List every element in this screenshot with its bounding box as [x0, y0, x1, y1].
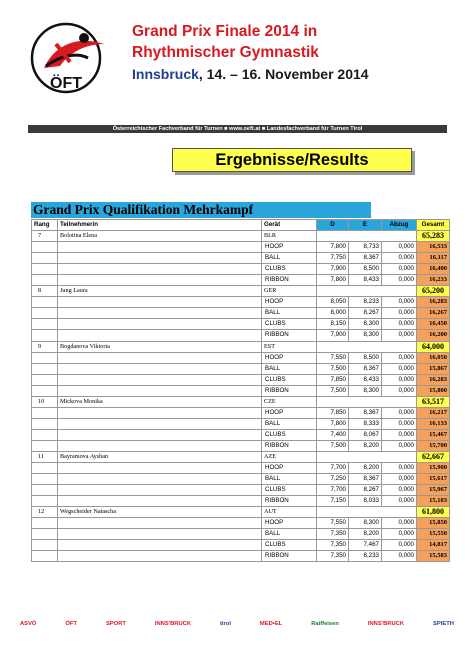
d-score: 7,750 [317, 253, 349, 264]
d-score: 7,900 [317, 264, 349, 275]
empty-cell [58, 275, 262, 286]
empty-cell [349, 231, 382, 242]
empty-cell [58, 297, 262, 308]
apparatus-score: 16,133 [417, 418, 450, 429]
e-score: 7,467 [349, 540, 382, 551]
abzug-score: 0,000 [382, 529, 417, 540]
abzug-score: 0,000 [382, 297, 417, 308]
athlete-name: Mickova Monika [58, 396, 262, 407]
athlete-total: 61,800 [417, 507, 450, 518]
abzug-score: 0,000 [382, 540, 417, 551]
athlete-row [32, 507, 450, 518]
empty-cell [32, 385, 58, 396]
empty-cell [32, 330, 58, 341]
sponsor-logo [220, 621, 231, 627]
d-score: 7,350 [317, 540, 349, 551]
apparatus-name: RIBBON [262, 275, 317, 286]
empty-cell [349, 507, 382, 518]
abzug-score: 0,000 [382, 551, 417, 562]
abzug-score: 0,000 [382, 242, 417, 253]
empty-cell [32, 407, 58, 418]
apparatus-row [32, 540, 450, 551]
empty-cell [382, 396, 417, 407]
e-score: 8,300 [349, 385, 382, 396]
apparatus-row [32, 518, 450, 529]
apparatus-name: BALL [262, 474, 317, 485]
empty-cell [58, 518, 262, 529]
empty-cell [58, 352, 262, 363]
athlete-total: 65,283 [417, 231, 450, 242]
apparatus-score: 15,583 [417, 551, 450, 562]
sponsor-logo [433, 621, 454, 627]
e-score: 8,267 [349, 485, 382, 496]
apparatus-name: HOOP [262, 407, 317, 418]
e-score: 8,267 [349, 308, 382, 319]
apparatus-score: 15,183 [417, 496, 450, 507]
athlete-total: 65,200 [417, 286, 450, 297]
empty-cell [349, 396, 382, 407]
abzug-score: 0,000 [382, 319, 417, 330]
apparatus-row [32, 374, 450, 385]
apparatus-score: 15,867 [417, 363, 450, 374]
d-score: 7,700 [317, 485, 349, 496]
apparatus-score: 16,283 [417, 297, 450, 308]
sponsor-label: tirol [220, 621, 231, 627]
empty-cell [58, 540, 262, 551]
apparatus-score: 16,217 [417, 407, 450, 418]
athlete-rank: 7 [32, 231, 58, 242]
empty-cell [32, 496, 58, 507]
empty-cell [58, 308, 262, 319]
empty-cell [32, 374, 58, 385]
empty-cell [317, 507, 349, 518]
apparatus-score: 16,267 [417, 308, 450, 319]
d-score: 7,500 [317, 363, 349, 374]
athlete-rank: 8 [32, 286, 58, 297]
empty-cell [58, 374, 262, 385]
athlete-nation: AUT [262, 507, 317, 518]
empty-cell [58, 529, 262, 540]
d-score: 7,700 [317, 463, 349, 474]
empty-cell [58, 551, 262, 562]
apparatus-score: 16,450 [417, 319, 450, 330]
empty-cell [382, 341, 417, 352]
empty-cell [382, 286, 417, 297]
apparatus-score: 15,850 [417, 518, 450, 529]
apparatus-name: HOOP [262, 297, 317, 308]
abzug-score: 0,000 [382, 363, 417, 374]
apparatus-row [32, 463, 450, 474]
sponsor-label: MED•EL [259, 621, 283, 627]
apparatus-name: BALL [262, 253, 317, 264]
empty-cell [58, 463, 262, 474]
apparatus-row [32, 308, 450, 319]
e-score: 8,367 [349, 363, 382, 374]
athlete-total: 62,667 [417, 451, 450, 462]
federation-bar: Österreichischer Fachverband für Turnen ■ www.oeft.at ■ Landesfachverband für Turnen Tirol [28, 125, 447, 133]
empty-cell [32, 308, 58, 319]
apparatus-row [32, 275, 450, 286]
apparatus-row [32, 485, 450, 496]
apparatus-row [32, 551, 450, 562]
empty-cell [32, 474, 58, 485]
empty-cell [32, 440, 58, 451]
e-score: 8,500 [349, 264, 382, 275]
col-gesamt: Gesamt [417, 220, 450, 231]
d-score: 7,550 [317, 518, 349, 529]
apparatus-row [32, 264, 450, 275]
d-score: 7,500 [317, 385, 349, 396]
athlete-row [32, 231, 450, 242]
apparatus-row [32, 319, 450, 330]
empty-cell [58, 363, 262, 374]
apparatus-score: 16,117 [417, 253, 450, 264]
col-d: D [317, 220, 349, 231]
apparatus-row [32, 242, 450, 253]
empty-cell [32, 297, 58, 308]
empty-cell [58, 242, 262, 253]
svg-text:ÖFT: ÖFT [50, 75, 82, 92]
apparatus-row [32, 330, 450, 341]
apparatus-row [32, 407, 450, 418]
athlete-nation: CZE [262, 396, 317, 407]
empty-cell [32, 418, 58, 429]
apparatus-name: HOOP [262, 518, 317, 529]
header-line-1: Grand Prix Finale 2014 in [132, 23, 318, 40]
athlete-nation: AZE [262, 451, 317, 462]
table-header-row [32, 220, 450, 231]
col-rang: Rang [32, 220, 58, 231]
empty-cell [349, 286, 382, 297]
apparatus-name: RIBBON [262, 385, 317, 396]
empty-cell [382, 507, 417, 518]
apparatus-score: 15,550 [417, 529, 450, 540]
apparatus-name: BALL [262, 363, 317, 374]
empty-cell [58, 319, 262, 330]
d-score: 7,850 [317, 407, 349, 418]
abzug-score: 0,000 [382, 253, 417, 264]
e-score: 8,300 [349, 319, 382, 330]
empty-cell [58, 253, 262, 264]
sponsor-logo [311, 621, 339, 627]
apparatus-score: 15,967 [417, 485, 450, 496]
sponsor-label: ÖFT [65, 621, 77, 627]
d-score: 7,800 [317, 242, 349, 253]
athlete-rank: 12 [32, 507, 58, 518]
apparatus-score: 16,283 [417, 374, 450, 385]
apparatus-row [32, 297, 450, 308]
apparatus-name: CLUBS [262, 264, 317, 275]
athlete-name: Bogdanova Viktoria [58, 341, 262, 352]
apparatus-name: CLUBS [262, 374, 317, 385]
d-score: 8,050 [317, 297, 349, 308]
results-table [31, 219, 450, 562]
apparatus-row [32, 440, 450, 451]
abzug-score: 0,000 [382, 352, 417, 363]
header-line-3 [132, 66, 369, 82]
d-score: 7,350 [317, 551, 349, 562]
oeft-logo-icon [26, 22, 122, 102]
e-score: 8,367 [349, 474, 382, 485]
empty-cell [58, 418, 262, 429]
e-score: 8,733 [349, 242, 382, 253]
e-score: 8,200 [349, 529, 382, 540]
apparatus-score: 16,200 [417, 330, 450, 341]
apparatus-name: RIBBON [262, 551, 317, 562]
e-score: 8,033 [349, 496, 382, 507]
abzug-score: 0,000 [382, 496, 417, 507]
apparatus-score: 16,400 [417, 264, 450, 275]
empty-cell [349, 341, 382, 352]
d-score: 7,250 [317, 474, 349, 485]
athlete-rank: 9 [32, 341, 58, 352]
apparatus-row [32, 385, 450, 396]
athlete-rank: 11 [32, 451, 58, 462]
abzug-score: 0,000 [382, 330, 417, 341]
col-teilnehmerin: Teilnehmerin [58, 220, 262, 231]
apparatus-name: RIBBON [262, 496, 317, 507]
e-score: 8,233 [349, 297, 382, 308]
athlete-name: Wegscheider Natascha [58, 507, 262, 518]
e-score: 8,433 [349, 374, 382, 385]
apparatus-name: BALL [262, 418, 317, 429]
e-score: 8,233 [349, 551, 382, 562]
athlete-row [32, 341, 450, 352]
empty-cell [317, 341, 349, 352]
empty-cell [32, 242, 58, 253]
athlete-name: Jung Laura [58, 286, 262, 297]
abzug-score: 0,000 [382, 407, 417, 418]
empty-cell [58, 407, 262, 418]
empty-cell [32, 275, 58, 286]
results-title: Ergebnisse/Results [172, 148, 412, 172]
athlete-name: Bayramova Ayshan [58, 451, 262, 462]
apparatus-name: HOOP [262, 352, 317, 363]
athlete-total: 64,000 [417, 341, 450, 352]
apparatus-name: BALL [262, 529, 317, 540]
empty-cell [32, 319, 58, 330]
e-score: 8,367 [349, 407, 382, 418]
d-score: 7,850 [317, 374, 349, 385]
abzug-score: 0,000 [382, 474, 417, 485]
apparatus-row [32, 253, 450, 264]
apparatus-score: 16,050 [417, 352, 450, 363]
athlete-total: 63,517 [417, 396, 450, 407]
e-score: 8,200 [349, 463, 382, 474]
d-score: 7,800 [317, 275, 349, 286]
sponsor-label: Raiffeisen [311, 621, 339, 627]
empty-cell [317, 396, 349, 407]
apparatus-name: RIBBON [262, 330, 317, 341]
sponsor-logo [260, 621, 282, 627]
empty-cell [32, 485, 58, 496]
empty-cell [317, 286, 349, 297]
e-score: 8,200 [349, 440, 382, 451]
apparatus-row [32, 474, 450, 485]
apparatus-name: CLUBS [262, 429, 317, 440]
empty-cell [349, 451, 382, 462]
sponsor-logo [20, 621, 36, 627]
abzug-score: 0,000 [382, 429, 417, 440]
abzug-score: 0,000 [382, 485, 417, 496]
d-score: 7,900 [317, 330, 349, 341]
apparatus-score: 15,700 [417, 440, 450, 451]
apparatus-score: 14,817 [417, 540, 450, 551]
apparatus-name: CLUBS [262, 485, 317, 496]
apparatus-name: HOOP [262, 242, 317, 253]
athlete-row [32, 396, 450, 407]
section-title: Grand Prix Qualifikation Mehrkampf [31, 202, 371, 218]
apparatus-name: CLUBS [262, 319, 317, 330]
abzug-score: 0,000 [382, 308, 417, 319]
sponsor-label: INNS'BRUCK [154, 621, 192, 627]
d-score: 7,800 [317, 418, 349, 429]
apparatus-row [32, 363, 450, 374]
empty-cell [317, 231, 349, 242]
abzug-score: 0,000 [382, 440, 417, 451]
athlete-nation: BLR [262, 231, 317, 242]
header-line-2: Rhythmischer Gymnastik [132, 44, 319, 61]
empty-cell [382, 231, 417, 242]
empty-cell [32, 551, 58, 562]
abzug-score: 0,000 [382, 463, 417, 474]
d-score: 7,150 [317, 496, 349, 507]
col-geraet: Gerät [262, 220, 317, 231]
apparatus-name: CLUBS [262, 540, 317, 551]
e-score: 8,500 [349, 352, 382, 363]
athlete-nation: GER [262, 286, 317, 297]
sponsor-logo [106, 621, 126, 627]
empty-cell [32, 463, 58, 474]
sponsor-label: SPIETH [432, 621, 454, 627]
e-score: 8,300 [349, 330, 382, 341]
empty-cell [58, 330, 262, 341]
d-score: 8,000 [317, 308, 349, 319]
apparatus-score: 15,800 [417, 385, 450, 396]
apparatus-name: BALL [262, 308, 317, 319]
empty-cell [32, 429, 58, 440]
apparatus-row [32, 429, 450, 440]
athlete-nation: EST [262, 341, 317, 352]
empty-cell [58, 429, 262, 440]
abzug-score: 0,000 [382, 374, 417, 385]
sponsor-logo [368, 621, 404, 627]
apparatus-row [32, 352, 450, 363]
athlete-name: Bolotina Elena [58, 231, 262, 242]
empty-cell [58, 264, 262, 275]
d-score: 7,400 [317, 429, 349, 440]
e-score: 8,300 [349, 518, 382, 529]
apparatus-score: 15,617 [417, 474, 450, 485]
empty-cell [58, 474, 262, 485]
empty-cell [382, 451, 417, 462]
sponsor-label: INNS'BRUCK [367, 621, 405, 627]
e-score: 8,367 [349, 253, 382, 264]
empty-cell [32, 363, 58, 374]
e-score: 8,333 [349, 418, 382, 429]
apparatus-score: 16,533 [417, 242, 450, 253]
d-score: 7,500 [317, 440, 349, 451]
athlete-row [32, 451, 450, 462]
sponsor-label: SPORT [105, 621, 126, 627]
d-score: 8,150 [317, 319, 349, 330]
apparatus-score: 16,233 [417, 275, 450, 286]
empty-cell [32, 352, 58, 363]
athlete-rank: 10 [32, 396, 58, 407]
empty-cell [32, 253, 58, 264]
empty-cell [58, 496, 262, 507]
empty-cell [32, 518, 58, 529]
athlete-row [32, 286, 450, 297]
apparatus-row [32, 529, 450, 540]
apparatus-row [32, 418, 450, 429]
apparatus-score: 15,467 [417, 429, 450, 440]
abzug-score: 0,000 [382, 275, 417, 286]
empty-cell [58, 385, 262, 396]
header-city: Innsbruck [132, 66, 199, 82]
sponsor-label: ASVÖ [20, 621, 37, 627]
d-score: 7,550 [317, 352, 349, 363]
e-score: 8,433 [349, 275, 382, 286]
sponsor-logo [65, 621, 77, 627]
d-score: 7,350 [317, 529, 349, 540]
header-dates: , 14. – 16. November 2014 [198, 66, 369, 82]
col-abzug: Abzug [382, 220, 417, 231]
abzug-score: 0,000 [382, 418, 417, 429]
sponsor-strip [20, 612, 454, 636]
apparatus-name: HOOP [262, 463, 317, 474]
empty-cell [317, 451, 349, 462]
apparatus-score: 15,900 [417, 463, 450, 474]
abzug-score: 0,000 [382, 264, 417, 275]
empty-cell [32, 540, 58, 551]
sponsor-logo [155, 621, 191, 627]
oeft-logo [26, 22, 122, 102]
empty-cell [32, 529, 58, 540]
empty-cell [58, 485, 262, 496]
empty-cell [32, 264, 58, 275]
col-e: E [349, 220, 382, 231]
apparatus-name: RIBBON [262, 440, 317, 451]
e-score: 8,067 [349, 429, 382, 440]
abzug-score: 0,000 [382, 518, 417, 529]
abzug-score: 0,000 [382, 385, 417, 396]
empty-cell [58, 440, 262, 451]
apparatus-row [32, 496, 450, 507]
